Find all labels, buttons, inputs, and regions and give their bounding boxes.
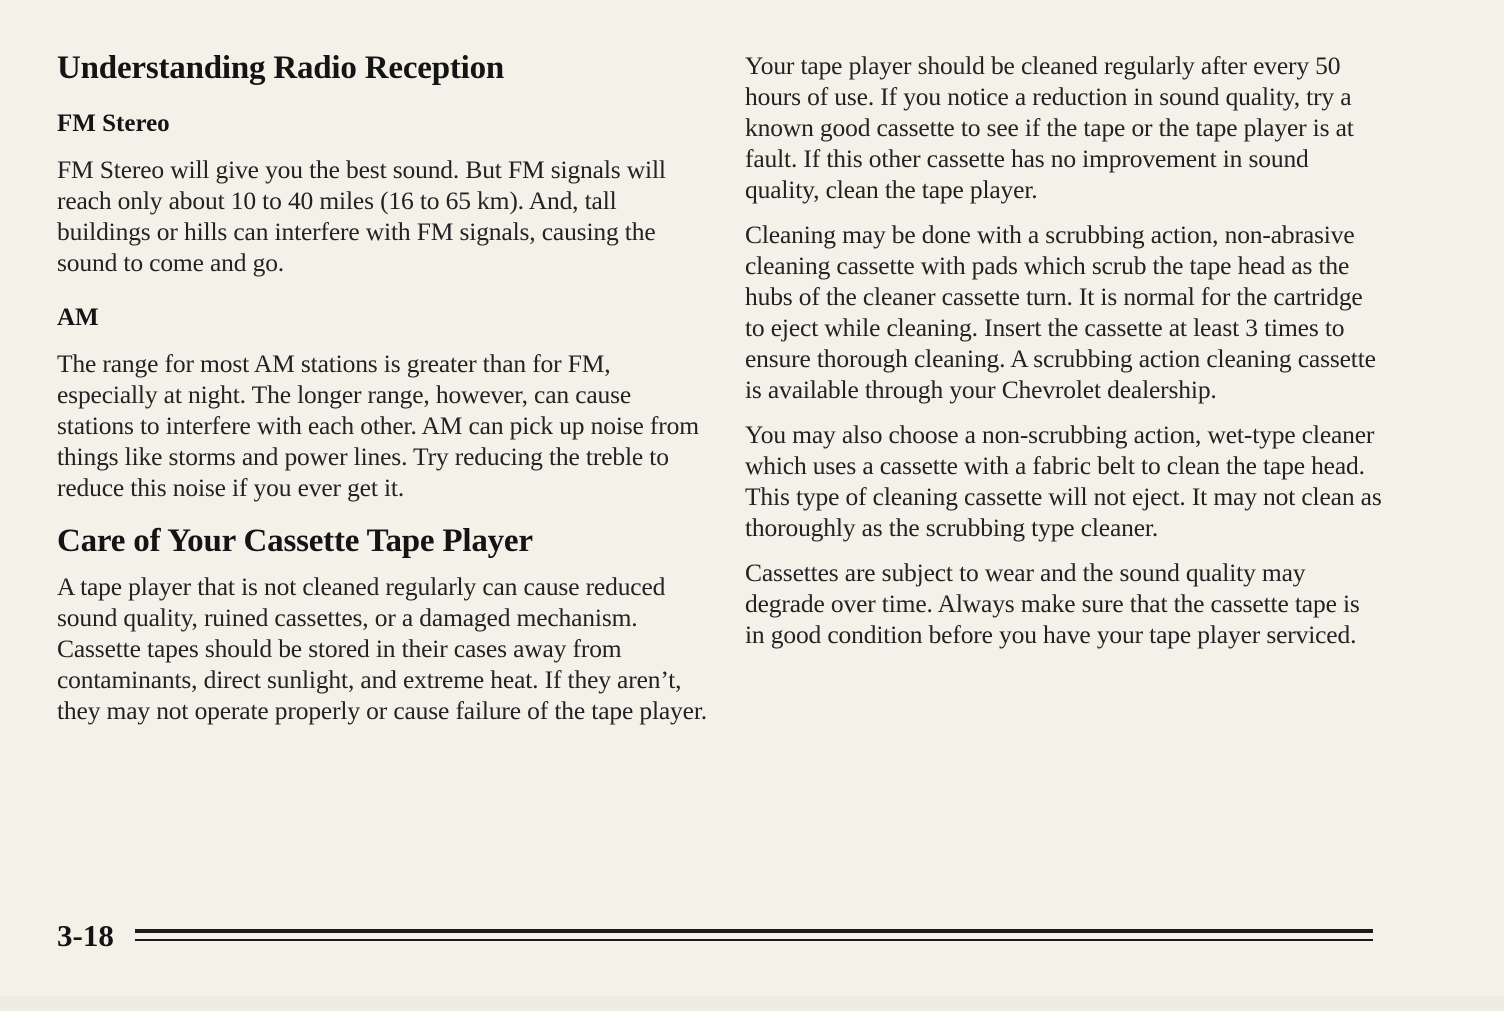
- footer-rule-thick: [135, 929, 1373, 933]
- paragraph-am: The range for most AM stations is greater than for FM, especially at night. The longer range, however, can cause stations to interfere with each other. AM can pick up noise from things like storms and power lines. Try reducing the treble to reduce this noise if you ever get it.: [57, 349, 699, 502]
- paragraph-fm-stereo: FM Stereo will give you the best sound. But FM signals will reach only about 10 to 40 miles (16 to 65 km). And, tall buildings or hills can interfere with FM signals, causing the sound to come and go.: [57, 155, 666, 277]
- section-title-radio-reception: Understanding Radio Reception: [57, 50, 505, 86]
- section-title-cassette-care: Care of Your Cassette Tape Player: [57, 523, 533, 559]
- paragraph-scrubbing-cleaner: Cleaning may be done with a scrubbing action, non-abrasive cleaning cassette with pads which scrub the tape head as the hubs of the cleaner cassette turn. It is normal for the cartridge to eject while cleaning. Insert the cassette at least 3 times to ensure thorough cleaning. A scrubbing action cleaning cassette is available through your Chevrolet dealership.: [745, 220, 1376, 404]
- left-column: [57, 48, 707, 726]
- page-footer: [57, 918, 1375, 958]
- footer-rule-thin: [135, 939, 1373, 941]
- subheading-am: AM: [57, 304, 99, 331]
- page-number: 3-18: [57, 918, 114, 953]
- paragraph-cassette-care: A tape player that is not cleaned regularly can cause reduced sound quality, ruined cassettes, or a damaged mechanism. Cassette tapes should be stored in their cases away from contaminants, direct sunlight, and extreme heat. If they aren’t, they may not operate properly or cause failure of the tape player.: [57, 572, 707, 725]
- paragraph-wet-type-cleaner: You may also choose a non-scrubbing action, wet-type cleaner which uses a cassette with a fabric belt to clean the tape head. This type of cleaning cassette will not eject. It may not clean as thoroughly as the scrubbing type cleaner.: [745, 420, 1382, 542]
- subheading-fm-stereo: FM Stereo: [57, 110, 170, 137]
- page-bottom-edge: [0, 996, 1504, 1011]
- paragraph-cleaning-schedule: Your tape player should be cleaned regularly after every 50 hours of use. If you notice a reduction in sound quality, try a known good cassette to see if the tape or the tape player is at fault. If this other cassette has no improvement in sound quality, clean the tape player.: [745, 51, 1354, 204]
- paragraph-cassette-wear: Cassettes are subject to wear and the sound quality may degrade over time. Always make sure that the cassette tape is in good condition before you have your tape player serviced.: [745, 558, 1360, 649]
- right-column: [745, 50, 1385, 650]
